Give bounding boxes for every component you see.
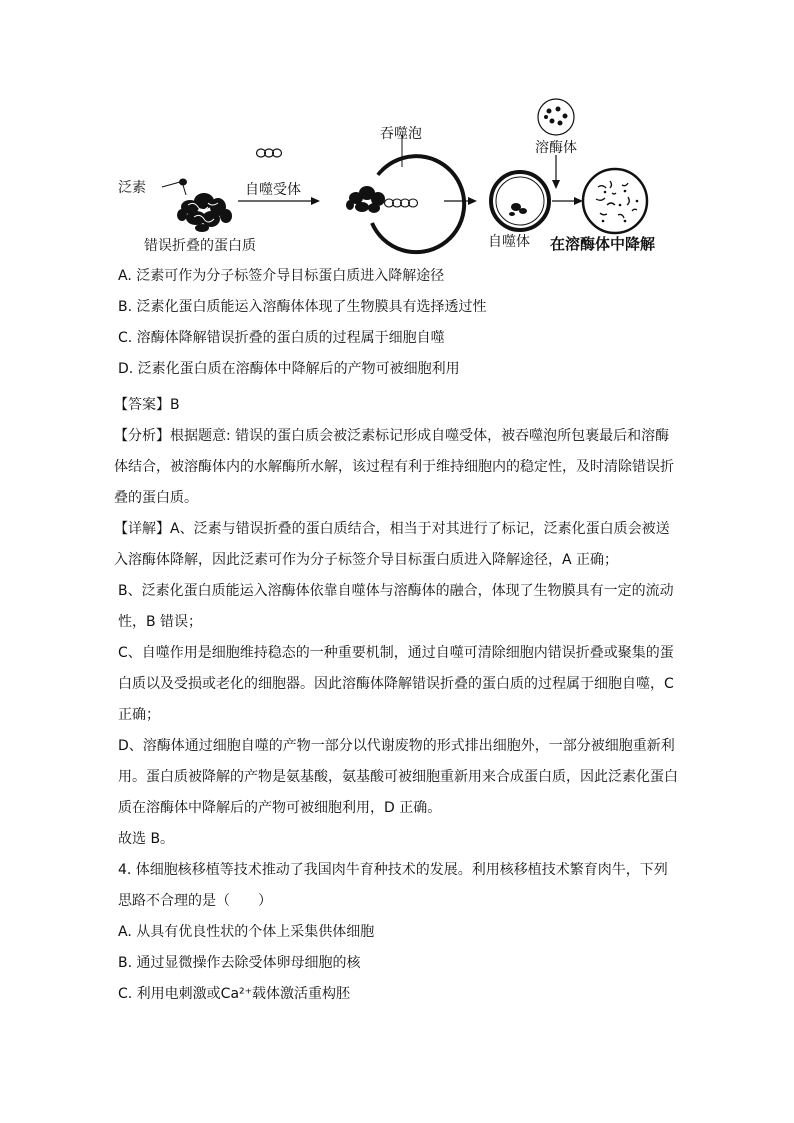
autophagosome-membrane xyxy=(491,172,549,230)
autophagosome-contents xyxy=(509,203,527,216)
q3-option-a: A. 泛素可作为分子标签介导目标蛋白质进入降解途径 xyxy=(118,268,445,284)
label-ubiquitin: 泛素 xyxy=(118,180,146,196)
misfolded-protein-clump xyxy=(177,193,232,232)
q3-option-d: D. 泛素化蛋白质在溶酶体中降解后的产物可被细胞利用 xyxy=(118,361,460,377)
ubiquitin-dot xyxy=(179,179,187,186)
bound-receptors xyxy=(385,199,418,207)
label-autophagosome: 自噬体 xyxy=(488,234,530,250)
label-lysosome: 溶酶体 xyxy=(535,140,577,156)
ubiquitin-pointer xyxy=(162,182,180,187)
document-body xyxy=(114,266,678,1010)
autophagy-diagram xyxy=(110,95,700,260)
label-degradation: 在溶酶体中降解 xyxy=(550,235,656,253)
q3-detail-a: 【详解】A、泛素与错误折叠的蛋白质结合，相当于对其进行了标记，泛素化蛋白质会被送入溶酶体降解，因此泛素可作为分子标签介导目标蛋白质进入降解途径，A 正确； xyxy=(114,521,670,568)
q4-stem: 4. 体细胞核移植等技术推动了我国肉牛育种技术的发展。利用核移植技术繁育肉牛，下列思路不合理的是（ ） xyxy=(118,862,668,909)
label-phagophore: 吞噬泡 xyxy=(380,126,422,142)
q4-option-b: B. 通过显微操作去除受体卵母细胞的核 xyxy=(118,955,361,971)
q3-detail-d: D、溶酶体通过细胞自噬的产物一部分以代谢废物的形式排出细胞外，一部分被细胞重新利用。蛋白质被降解的产物是氨基酸，氨基酸可被细胞重新用来合成蛋白质，因此泛素化蛋白质在溶酶体中降解后的产物可被细胞利用，D 正确。 xyxy=(118,738,678,816)
q3-answer: 【答案】B xyxy=(114,397,180,413)
q4-option-a: A. 从具有优良性状的个体上采集供体细胞 xyxy=(118,924,375,940)
lysosome-enzymes xyxy=(544,107,568,126)
q3-analysis: 【分析】根据题意: 错误的蛋白质会被泛素标记形成自噬受体，被吞噬泡所包裹最后和溶酶体结合，被溶酶体内的水解酶所水解，该过程有利于维持细胞内的稳定性，及时清除错误折叠的蛋白质。 xyxy=(114,428,674,506)
q3-option-b: B. 泛素化蛋白质能运入溶酶体体现了生物膜具有选择透过性 xyxy=(118,299,487,315)
autophagy-receptor-icon xyxy=(257,149,282,157)
lysosome-circle xyxy=(538,99,574,135)
label-misfolded-protein: 错误折叠的蛋白质 xyxy=(144,238,256,254)
q3-conclusion: 故选 B。 xyxy=(118,831,175,847)
captured-protein xyxy=(346,186,385,213)
q3-detail-c: C、自噬作用是细胞维持稳态的一种重要机制，通过自噬可清除细胞内错误折叠或聚集的蛋白质以及受损或老化的细胞器。因此溶酶体降解错误折叠的蛋白质的过程属于细胞自噬，C 正确； xyxy=(118,645,674,723)
q3-detail-b: B、泛素化蛋白质能运入溶酶体依靠自噬体与溶酶体的融合，体现了生物膜具有一定的流动性，B 错误； xyxy=(118,583,674,630)
label-autophagy-receptor: 自噬受体 xyxy=(245,182,301,198)
q4-option-c: C. 利用电刺激或Ca²⁺载体激活重构胚 xyxy=(118,986,351,1002)
q3-option-c: C. 溶酶体降解错误折叠的蛋白质的过程属于细胞自噬 xyxy=(118,330,445,346)
degraded-fragments xyxy=(596,181,637,218)
